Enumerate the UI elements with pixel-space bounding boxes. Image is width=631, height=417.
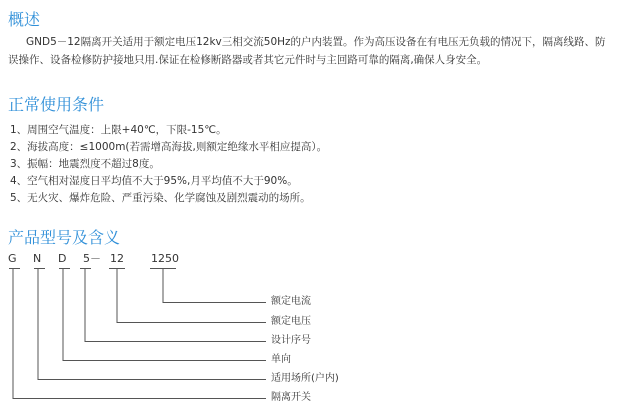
leader-design-serial <box>85 269 266 342</box>
meaning-single-direction: 单向 <box>271 354 291 365</box>
meaning-indoor: 适用场所(户内) <box>271 373 339 384</box>
meaning-disconnect-switch: 隔离开关 <box>271 392 311 403</box>
code-char-12: 12 <box>110 252 124 265</box>
condition-item-1: 1、周围空气温度：上限+40℃，下限-15℃。 <box>10 124 227 136</box>
conditions-title: 正常使用条件 <box>8 95 105 114</box>
leader-disconnect-switch <box>13 269 266 399</box>
condition-item-2: 2、海拔高度：≤1000m(若需增高海拔,则额定绝缘水平相应提高）。 <box>10 141 328 153</box>
code-char-g: G <box>8 252 17 265</box>
condition-item-5: 5、无火灾、爆炸危险、严重污染、化学腐蚀及剧烈震动的场所。 <box>10 192 311 204</box>
code-char-d: D <box>58 252 67 265</box>
overview-text <box>8 33 614 69</box>
leader-rated-current <box>163 269 266 303</box>
code-char-1250: 1250 <box>151 252 179 265</box>
condition-item-3: 3、振幅：地震烈度不超过8度。 <box>10 158 160 170</box>
code-char-dash: － <box>90 252 101 265</box>
overview-paragraph: GND5－12隔离开关适用于额定电压12kv三相交流50Hz的户内装置。作为高压设备在有电压无负载的情况下，隔离线路、防误操作、设备检修防护接地只用.保证在检修断路器或者其它元件时与主回路可靠的隔离,确保人身安全。 <box>8 36 606 66</box>
leader-rated-voltage <box>117 269 266 323</box>
code-char-n: N <box>33 252 42 265</box>
leader-indoor <box>38 269 266 380</box>
model-title: 产品型号及含义 <box>8 228 121 247</box>
leader-single-direction <box>63 269 266 361</box>
meaning-rated-current: 额定电流 <box>271 296 311 307</box>
meaning-rated-voltage: 额定电压 <box>271 316 311 327</box>
condition-item-4: 4、空气相对湿度日平均值不大于95%,月平均值不大于90%。 <box>10 175 298 187</box>
code-char-5: 5 <box>83 252 90 265</box>
meaning-design-serial: 设计序号 <box>271 335 311 346</box>
overview-title: 概述 <box>8 10 41 29</box>
